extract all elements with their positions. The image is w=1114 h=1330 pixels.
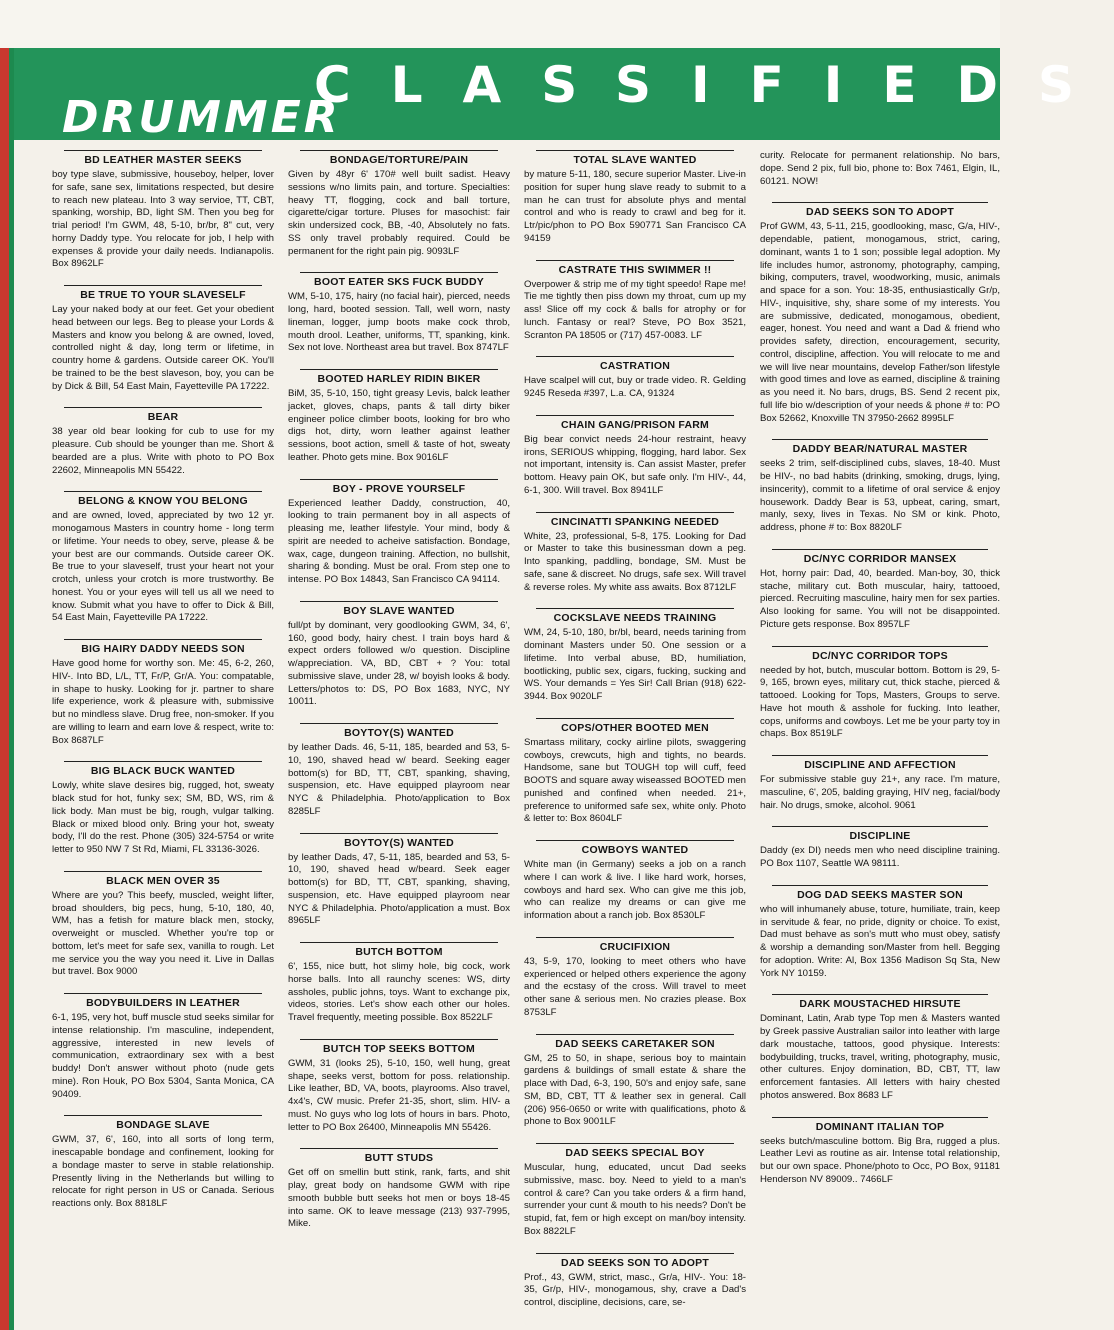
ad-divider (772, 439, 988, 440)
ad-heading: TOTAL SLAVE WANTED (573, 154, 697, 166)
ad-divider (536, 415, 734, 416)
classified-ad (52, 1115, 274, 1211)
ad-body: seeks 2 trim, self-disciplined cubs, slaves, 18-40. Must be HIV-, no bad habits (drinking, smoking, drugs, lying, insincerity), commit to a lifetime of oral service & enjoy housework. Daddy Bear is 53, upbeat, caring, smart, manly, sexy, lives in Texas. No SM or kink. Photo, address, phone # to: Box 8820LF (760, 458, 1000, 533)
ad-body: full/pt by dominant, very goodlooking GWM, 34, 6', 160, good body, hairy chest. I train boys hard & expect orders followed w/o question. Discipline w/appreciation. VA, BD, CBT + ? You: total submissive slave, under 28, w/ boyish looks & body. Letters/photos to: DS, PO Box 1683, NYC, NY 10011. (288, 619, 510, 708)
ad-body: Hot, horny pair: Dad, 40, bearded. Man-boy, 30, thick stache, military cut. Both muscular, hairy, tattooed, pierced. Recruiting masculine, hairy men for sex parties. Also looking for same. You will not be disappointed. Picture gets response. Box 8957LF (760, 567, 1000, 630)
ad-body: For submissive stable guy 21+, any race. I'm mature, masculine, 6', 205, balding graying, HIV neg, facial/body hair. No drugs, smoke, alcohol. 9061 (760, 774, 1000, 811)
ad-body: White man (in Germany) seeks a job on a ranch where I can work & live. I like hard work, horses, cowboys and hard sex. Who can give me this job, who can realize my dreams or can give me information about a ranch job. Box 8530LF (524, 859, 746, 921)
ad-heading: DAD SEEKS SON TO ADOPT (806, 206, 954, 219)
page-top-margin (0, 0, 1000, 48)
ad-heading: DOMINANT ITALIAN TOP (815, 1120, 945, 1133)
ad-divider (300, 1148, 498, 1149)
ad-body: by leather Dads, 47, 5-11, 185, bearded and 53, 5-10, 190, shaved head w/beard. Seek eager bottom(s) for BD, TT, CBT, spanking, shaving, suspension, etc. Have equipped playroom near NYC & Philadelphia. Photo/application a must. Box 8965LF (288, 851, 510, 927)
ad-divider (64, 871, 262, 872)
ad-heading: BONDAGE/TORTURE/PAIN (329, 154, 469, 166)
ad-divider (536, 1034, 734, 1035)
classified-ad (760, 885, 1000, 981)
ad-divider (772, 1117, 988, 1118)
ad-divider (300, 150, 498, 151)
classified-ad (760, 755, 1000, 812)
ad-divider (772, 646, 988, 647)
ad-body: Get off on smellin butt stink, rank, farts, and shit play, great body on handsome GWM with ripe smooth bubble butt seeks hot men or boys 18-45 into same. OK to leave message (213) 937-7995, Mike. (288, 1167, 510, 1230)
ad-divider (772, 755, 988, 756)
ad-body: Muscular, hung, educated, uncut Dad seeks submissive, masc. boy. Need to yield to a man's control & care? Can you take orders & a firm hand, surrender your cunt & mouth to his needs? Don't be stupid, fat, fem or high except on man/boy intensity. Box 8822LF (524, 1162, 746, 1237)
ad-heading: BOYTOY(S) WANTED (344, 836, 454, 849)
ad-body: Big bear convict needs 24-hour restraint, heavy irons, SERIOUS whipping, flogging, hard labor. Sex not important, intensity is. Can assist Master, prefer bottom. Heavy pain OK, but safe only. I'm HIV-, 44, 6-1, 300. Will travel. Box 8941LF (524, 433, 746, 496)
classified-ad (760, 150, 1000, 188)
classified-ad (52, 639, 274, 747)
ad-heading: BODYBUILDERS IN LEATHER (86, 997, 240, 1009)
column-1 (52, 150, 274, 1225)
ad-divider (300, 479, 498, 480)
ad-divider (300, 942, 498, 943)
ad-heading: BOOTED HARLEY RIDIN BIKER (317, 373, 481, 385)
classified-ad (288, 1039, 510, 1135)
column-4 (760, 150, 1000, 1201)
ad-body: Given by 48yr 6' 170# well built sadist. Heavy sessions w/no limits pain, and torture. Specialties: heavy TT, flogging, cock and ball torture, cigarette/cigar torture. Pluses for masochist: fair skin undersized cock, BB, -40, Absolutely no fats. SS only travel probably required. Could be permanent for the right pain pig. 9093LF (288, 169, 510, 257)
classified-ad (52, 491, 274, 625)
ad-heading: DADDY BEAR/NATURAL MASTER (792, 443, 968, 456)
classified-ad (524, 840, 746, 923)
ad-body: seeks butch/masculine bottom. Big Bra, rugged a plus. Leather Levi as routine as air. Intense total relationship, but our own space. Phone/photo to Occ, PO Box, 91181 Henderson NV 89009.. 7466LF (760, 1135, 1000, 1185)
classified-ad (760, 1117, 1000, 1187)
ad-heading: DARK MOUSTACHED HIRSUTE (799, 998, 961, 1011)
ad-body: by mature 5-11, 180, secure superior Master. Live-in position for super hung slave ready to submit to a man he can trust for absolute phys and mental control and who is ready to crawl and beg for it. Ltr/pic/phon to PO Box 590771 San Francisco CA 94159 (524, 169, 746, 244)
ad-body: Prof GWM, 43, 5-11, 215, goodlooking, masc, G/a, HIV-, dependable, patient, monogamous, strict, caring, dominant, wants 1 to 1 son; possible legal adoption. My life includes humor, astronomy, photography, camping, biking, computers, travel, woodworking, music, animals and space for a son. You: 18-35, enthusiastically Gr/p, HIV-, inquisitive, shy, share some of my interests. You are submissive, dedicated, monogamous, obedient, eager, honest. You need and want a Dad & friend who provides safety, direction, encouragement, security, control, discipline, affection. You will relocate to me and we will live near mountains, develop Father/son lifestyle with good times and love as earned, discipline & training as you need it. No bars, drugs, BS. Send 2 recent pix, full life bio w/description of your needs & phone # to: PO Box 52662, Knoxville TN 37950-2662 8995LF (760, 221, 1000, 424)
classified-ad (524, 718, 746, 826)
ad-heading: COPS/OTHER BOOTED MEN (561, 721, 709, 734)
ad-heading: BONDAGE SLAVE (116, 1119, 210, 1132)
ad-body: 6-1, 195, very hot, buff muscle stud seeks similar for intense relationship. I'm masculine, independent, aggressive, interested in new levels of communication, extraordinary sex with a best buddy! Don't answer without photo (nude gets mine). Ron Houk, PO Box 5304, Santa Monica, CA 90409. (52, 1012, 274, 1100)
ad-heading: BUTCH BOTTOM (355, 946, 443, 958)
ad-heading: BIG HAIRY DADDY NEEDS SON (81, 643, 245, 655)
ad-heading: BD LEATHER MASTER SEEKS (84, 154, 242, 166)
ad-divider (300, 369, 498, 370)
ad-heading: CRUCIFIXION (599, 940, 671, 953)
classified-ad (760, 646, 1000, 742)
classified-ad (760, 826, 1000, 871)
ad-heading: BEAR (147, 411, 179, 424)
ad-divider (64, 150, 262, 151)
ad-divider (64, 761, 262, 762)
classified-ad (524, 1253, 746, 1310)
ad-divider (64, 993, 262, 994)
ad-body: and are owned, loved, appreciated by two 12 yr. monogamous Masters in country home - long term or lifetime. Your needs to obey, serve, please & be your best are our commands. Outside career OK. Be true to your slaveself, trust your heart not your crotch, unless your crotch is more trustworthy. Be honest. You or your eyes will tell us all we need to know. Submit what you have to offer to Dick & Bill, 54 East Main, Fayetteville PA 17222. (52, 510, 274, 624)
ad-heading: DC/NYC CORRIDOR TOPS (812, 649, 948, 662)
ad-body: GM, 25 to 50, in shape, serious boy to maintain gardens & buildings of small estate & share the place with Dad, 6-3, 190, 50's and enjoy safe, sane SM, BD, CBT, TT & leather sex in general. Call (206) 956-0650 or write with qualifications, photo & phone to Box 9001LF (524, 1052, 746, 1128)
classified-ad (288, 150, 510, 258)
classified-ad (760, 994, 1000, 1102)
ad-divider (536, 1253, 734, 1254)
ad-divider (536, 937, 734, 938)
classified-ad (524, 608, 746, 704)
ad-divider (300, 833, 498, 834)
ad-heading: BUTCH TOP SEEKS BOTTOM (323, 1042, 475, 1055)
classified-ad (288, 833, 510, 929)
classified-ad (524, 415, 746, 498)
ad-heading: BLACK MEN OVER 35 (106, 874, 220, 887)
ad-heading: CASTRATE THIS SWIMMER !! (558, 263, 712, 276)
ad-divider (64, 407, 262, 408)
ad-heading: CINCINATTI SPANKING NEEDED (550, 515, 720, 528)
ad-heading: DAD SEEKS SON TO ADOPT (561, 1256, 709, 1269)
classified-ad (288, 942, 510, 1025)
ad-divider (64, 285, 262, 286)
ad-divider (536, 718, 734, 719)
classified-ad (52, 407, 274, 477)
left-green-stripe (9, 0, 14, 1330)
ad-divider (300, 272, 498, 273)
ad-divider (772, 826, 988, 827)
classified-ad (52, 150, 274, 271)
ad-divider (536, 150, 734, 151)
ad-divider (300, 601, 498, 602)
ad-divider (772, 549, 988, 550)
classified-ad (524, 512, 746, 595)
ad-body: curity. Relocate for permanent relationship. No bars, dope. Send 2 pix, full bio, phone to: Box 7461, Elgin, IL, 60121. NOW! (760, 150, 1000, 187)
left-red-stripe (0, 0, 9, 1330)
ad-heading: BOY - PROVE YOURSELF (332, 482, 466, 495)
ad-heading: COCKSLAVE NEEDS TRAINING (553, 612, 717, 625)
ad-body: GWM, 37, 6', 160, into all sorts of long term, inescapable bondage and confinement, looking for a bondage master to serve in stable relationship. Presently living in the Netherlands but willing to relocate for right person in US or Canada. Serious reactions only. Box 8818LF (52, 1134, 274, 1209)
ad-divider (64, 639, 262, 640)
ad-heading: BELONG & KNOW YOU BELONG (78, 495, 248, 508)
ad-body: Prof., 43, GWM, strict, masc., Gr/a, HIV-. You: 18-35, Gr/p, HIV-, monogamous, shy, crave a Dad's control, discipline, decisions, care, se- (524, 1271, 746, 1308)
ad-body: Smartass military, cocky airline pilots, swaggering cowboys, crewcuts, high and tights, no beards. Handsome, sane but TOUGH top will cuff, feed BOOTS and square away wiseassed BOOTED men punished and confined when needed. 21+, preference to uniformed safe sex, white only. Photo & letter to: Box 8604LF (524, 736, 746, 825)
ad-body: needed by hot, butch, muscular bottom. Bottom is 29, 5-9, 165, brown eyes, military cut, thick stache, pierced & tattooed. Looking for Tops, Masters, Groups to serve. Have hot mouth & asshole for fucking. Into leather, cops, uniforms and cowboys. Let me be your party toy in chaps. Box 8519LF (760, 664, 1000, 740)
ad-body: Lowly, white slave desires big, rugged, hot, sweaty black stud for hot, funky sex; SM, BD, WS, rim & lick body. Man must be big, rough, vulgar talking. Black or mixed blood only. Bring your hot, sweaty body, I'll do the rest. Phone (305) 324-5754 or write letter to 950 NW 7 St Rd, Miami, FL 33136-3026. (52, 780, 274, 855)
ad-divider (772, 202, 988, 203)
ad-body: who will inhumanely abuse, toture, humiliate, train, keep in servitude & fear, no pride, dignity or choice. To exist, Dad must behave as son's mutt who must obey, satisfy & worship a demanding son/Master from hell. Begging for adoption. Write: Al, Box 1356 Madison Sq Sta, New York NY 10159. (760, 903, 1000, 979)
ad-heading: CHAIN GANG/PRISON FARM (561, 418, 709, 431)
ad-divider (772, 885, 988, 886)
classified-ad (524, 1143, 746, 1239)
classified-ad (760, 549, 1000, 632)
classified-ad (524, 260, 746, 343)
classifieds-banner (14, 48, 1114, 143)
classified-ad (760, 439, 1000, 535)
classified-ad (524, 356, 746, 401)
ad-body: Daddy (ex DI) needs men who need discipline training. PO Box 1107, Seattle WA 98111. (760, 845, 1000, 869)
ad-body: WM, 24, 5-10, 180, br/bl, beard, needs tarining from dominant Masters under 50. One session or a lifetime. Into verbal abuse, BD, humiliation, bootlicking, public sex, cigars, fucking, sucking and WS. Your demands = Yes Sir! Call Brian (918) 622-3944. Box 9020LF (524, 627, 746, 702)
classified-ad (288, 1148, 510, 1231)
classified-ad (52, 285, 274, 393)
ad-divider (536, 840, 734, 841)
classified-ad (52, 993, 274, 1101)
ad-heading: BIG BLACK BUCK WANTED (90, 765, 236, 778)
classified-ad (288, 272, 510, 355)
ad-heading: BUTT STUDS (364, 1152, 434, 1165)
classified-ad (288, 601, 510, 709)
ad-body: Where are you? This beefy, muscled, weight lifter, broad shoulders, big pecs, hung, 5-10, 180, 40, WM, has a fetish for mature black men, stocky, overweight or muscled. Whether you're top or bottom, let's meet for safe sex, vanilla to rough. Let me service you the way you need it. Live in Dallas but travel. Box 9000 (52, 889, 274, 978)
classified-columns (52, 150, 1000, 1330)
ad-body: White, 23, professional, 5-8, 175. Looking for Dad or Master to take this businessman down a peg. Into spanking, paddling, bondage, SM. Must be safe, sane & discreet. No drugs, safe sex. Will travel & reverse roles. My white ass awaits. Box 8712LF (524, 530, 746, 593)
classified-ad (760, 202, 1000, 425)
ad-body: Have good home for worthy son. Me: 45, 6-2, 260, HIV-. Into BD, L/L, TT, Fr/P, Gr/A. You: compatable, in shape to husky. Looking for jr. partner to share life experience, work & pleasure with, submissive but no mindless slave. Drug free, non-smoker. If you are willing to learn and earn love & respect, write to: Box 8687LF (52, 658, 274, 746)
ad-heading: BOY SLAVE WANTED (343, 604, 455, 617)
ad-body: BiM, 35, 5-10, 150, tight greasy Levis, balck leather jacket, gloves, chaps, pants & tall dirty biker engineer police climber boots, looking for bro who digs hot, dirty, worn leather against leather sessions, boot action, smell & taste of hot, sweaty leather. Photo gets mine. Box 9016LF (288, 388, 510, 463)
ad-body: 38 year old bear looking for cub to use for my pleasure. Cub should be younger than me. Short & bearded are a plus. Write with photo to PO Box 22602, Minneapolis MN 55422. (52, 426, 274, 476)
banner-title-drummer: DRUMMER (62, 92, 341, 143)
ad-heading: DAD SEEKS CARETAKER SON (555, 1037, 715, 1050)
banner-title-classifieds: CLASSIFIEDS (314, 56, 1114, 114)
ad-body: Experienced leather Daddy, construction, 40, looking to train permanent boy in all aspects of pleasing me, leather lifestyle. Your mind, body & spirit are needed to acheive satisfaction. Bondage, wax, cage, dungeon training. Affection, no bullshit, sharing & bonding. Must be oral. From step one to intense. PO Box 14843, San Francisco CA 94114. (288, 497, 510, 585)
ad-divider (300, 1039, 498, 1040)
ad-divider (64, 1115, 262, 1116)
ad-body: boy type slave, submissive, houseboy, helper, lover for safe, sane sex, limitations respected, but desire to reach new plateau. Into 3 way servioe, TT, CBT, spanking, worship, BD, light SM. Then you beg for trial period! I'm GWM, 48, 5-10, br/br, 8" cut, very horny Daddy type. You relocate for job, I help with expenses & provide your daily needs. Indianapolis. Box 8962LF (52, 169, 274, 270)
ad-divider (536, 512, 734, 513)
ad-body: Lay your naked body at our feet. Get your obedient head between our legs. Beg to please your Lords & Masters and know you belong & are owned, loved, controlled night & day, long term or lifetime, in country home & gardens. Outside career OK. You'll be trained to be the best slaveson, boy, you can be by Dick & Bill, 54 East Main, Fayetteville PA 17222. (52, 304, 274, 392)
ad-heading: BOYTOY(S) WANTED (344, 727, 454, 739)
classified-ad (52, 761, 274, 857)
ad-divider (536, 1143, 734, 1144)
ad-divider (536, 260, 734, 261)
ad-divider (536, 356, 734, 357)
classified-ad (524, 150, 746, 246)
classified-ad (524, 1034, 746, 1130)
ad-heading: DAD SEEKS SPECIAL BOY (565, 1147, 705, 1159)
ad-body: 43, 5-9, 170, looking to meet others who have experienced or helped others experience the agony and the ecstasy of the cross. Will travel to meet other sane & serious men. No crazies please. Box 8753LF (524, 955, 746, 1018)
ad-divider (772, 994, 988, 995)
ad-body: by leather Dads. 46, 5-11, 185, bearded and 53, 5-10, 190, shaved head w/ beard. Seeking eager bottom(s) for BD, TT, CBT, spanking, shaving, suspension, etc. Have equipped playroom near NYC & Philadelphia. Photo/application to Box 8285LF (288, 742, 510, 817)
ad-heading: DISCIPLINE AND AFFECTION (804, 759, 956, 771)
ad-heading: DISCIPLINE (849, 830, 911, 843)
column-2 (288, 150, 510, 1245)
ad-divider (536, 608, 734, 609)
ad-heading: BOOT EATER SKS FUCK BUDDY (314, 276, 484, 289)
classified-ad (52, 871, 274, 979)
ad-heading: BE TRUE TO YOUR SLAVESELF (80, 289, 246, 301)
ad-heading: COWBOYS WANTED (581, 844, 689, 856)
ad-heading: CASTRATION (599, 360, 671, 373)
ad-body: Dominant, Latin, Arab type Top men & Masters wanted by Greek passive Australian sailor into leather with large dark moustache, tattoos, good physique. Interests: bodybuilding, trucks, travel, writing, photography, music, other cultures. Enjoy domination, BD, CBT, TT, law enforcement fantasies. All letters with hairy chested photos answered. Box 8683 LF (760, 1013, 1000, 1101)
ad-heading: DC/NYC CORRIDOR MANSEX (803, 552, 957, 565)
ad-body: WM, 5-10, 175, hairy (no facial hair), pierced, needs long, hard, booted session. Tall, well worn, nasty lineman, logger, jump boots make cock throb, mouth drool. Leather, uniforms, TT, spanking, kink. Sex not love. Northeast area but travel. Box 8747LF (288, 291, 510, 354)
classified-ad (288, 723, 510, 819)
ad-heading: DOG DAD SEEKS MASTER SON (797, 888, 963, 901)
ad-body: Overpower & strip me of my tight speedo! Rape me! Tie me tightly then piss down my throat, cum up my ass! Slice off my cock & balls for atrophy or for lunch. Fantasy or real? Steve, PO Box 3521, Scranton PA 18505 or (717) 457-0083. LF (524, 278, 746, 341)
classified-ad (524, 937, 746, 1020)
classified-ad (288, 479, 510, 587)
ad-divider (300, 723, 498, 724)
ad-divider (64, 491, 262, 492)
ad-body: GWM, 31 (looks 25), 5-10, 150, well hung, great shape, seeks verst, bottom for poss. relationship. Like leather, BD, VA, boots, playrooms. Also travel, 4x4's, CW music. Prefer 21-35, short, slim. HIV- a must. No guys who log lots of hours in bars. Photo, letter to PO Box 26400, Minneapolis MN 55426. (288, 1057, 510, 1133)
column-3 (524, 150, 746, 1324)
classified-ad (288, 369, 510, 465)
ad-body: Have scalpel will cut, buy or trade video. R. Gelding 9245 Reseda #397, L.a. CA, 91324 (524, 375, 746, 399)
ad-body: 6', 155, nice butt, hot slimy hole, big cock, work horse balls. Into all raunchy scenes: WS, dirty assholes, public johns, toys. Want to exchange pix, videos, stories. Let's show each other our holes. Travel frequently, meeting possible. Box 8522LF (288, 961, 510, 1023)
